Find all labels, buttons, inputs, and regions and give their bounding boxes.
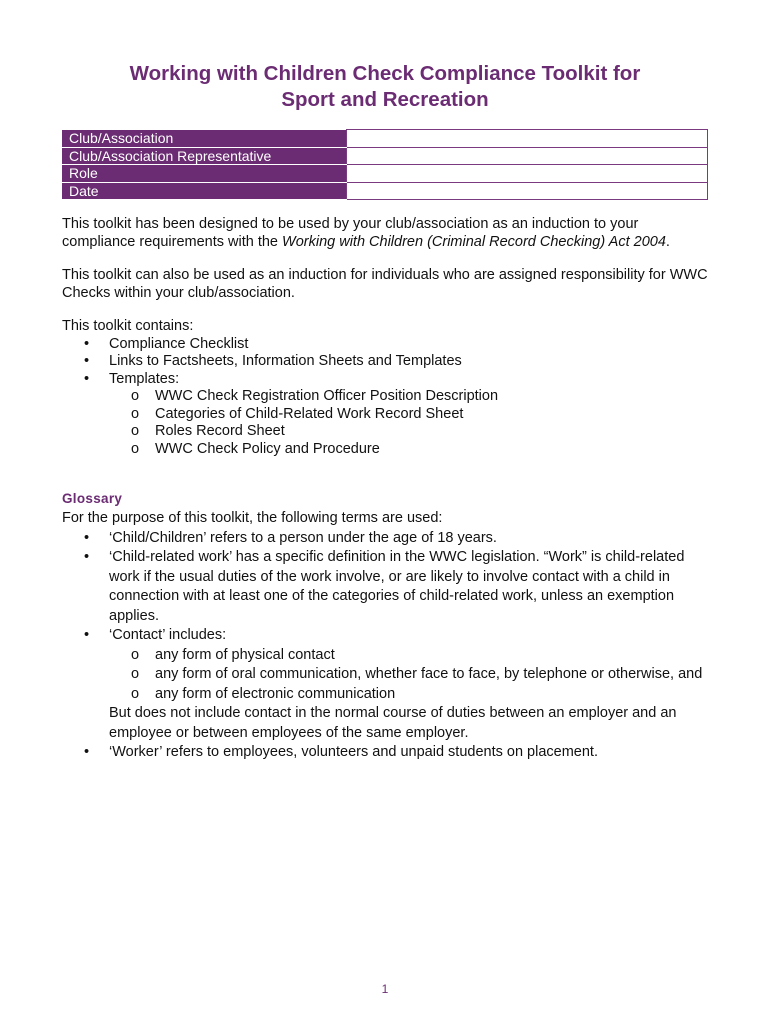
date-field[interactable] [346, 182, 708, 200]
list-item: o Categories of Child-Related Work Record Sheet [109, 406, 708, 424]
page-number: 1 [381, 982, 389, 996]
page-title [62, 61, 708, 113]
intro-section [62, 216, 708, 458]
list-item: o any form of electronic communication [109, 685, 708, 705]
glossary-term: • ‘Worker’ refers to employees, volunteers and unpaid students on placement. [62, 743, 708, 763]
representative-label: Club/Association Representative [62, 147, 346, 165]
contains-label: This toolkit contains: [62, 318, 194, 334]
club-association-label: Club/Association [62, 130, 346, 148]
glossary-list [62, 529, 708, 705]
list-item: o WWC Check Registration Officer Position Description [109, 388, 708, 406]
info-row [62, 147, 708, 165]
templates-label: Templates: [109, 370, 180, 387]
list-item [62, 371, 708, 459]
title-line-2: Sport and Recreation [281, 88, 489, 111]
info-row [62, 130, 708, 148]
list-item: o any form of physical contact [109, 646, 708, 666]
contact-list [109, 646, 708, 705]
glossary-section [62, 509, 708, 763]
intro-paragraph-2: This toolkit can also be used as an induction for individuals who are assigned responsibility for WWC Checks within your club/association. [62, 267, 708, 301]
intro-text-end: . [665, 233, 670, 250]
representative-field[interactable] [346, 147, 708, 165]
role-field[interactable] [346, 165, 708, 183]
glossary-heading: Glossary [62, 491, 123, 506]
glossary-term: • ‘Child/Children’ refers to a person under the age of 18 years. [62, 529, 708, 549]
date-label: Date [62, 182, 346, 200]
intro-text: This toolkit has been designed to be used by your club/association as an induction to your compliance requirements with the [62, 216, 639, 250]
list-item: • Compliance Checklist [62, 336, 708, 354]
contact-note: But does not include contact in the normal course of duties between an employer and an employee or between employees of the same employer. [109, 705, 677, 741]
info-row [62, 165, 708, 183]
glossary-lead: For the purpose of this toolkit, the following terms are used: [62, 510, 443, 526]
list-item: o WWC Check Policy and Procedure [109, 441, 708, 459]
glossary-list-continued [62, 743, 708, 763]
glossary-term [62, 626, 708, 704]
club-association-field[interactable] [346, 130, 708, 148]
contact-term: ‘Contact’ includes: [109, 627, 227, 643]
info-row [62, 182, 708, 200]
list-item: o Roles Record Sheet [109, 423, 708, 441]
list-item: • Links to Factsheets, Information Sheets and Templates [62, 353, 708, 371]
act-title: Working with Children (Criminal Record Checking) Act 2004 [282, 233, 666, 250]
contents-list [62, 336, 708, 459]
list-item: o any form of oral communication, whether face to face, by telephone or otherwise, and [109, 665, 708, 685]
title-line-1: Working with Children Check Compliance Toolkit for [129, 62, 641, 85]
glossary-term: • ‘Child-related work’ has a specific definition in the WWC legislation. “Work” is child-related work if the usual duties of the work involve, or are likely to involve contact with a child in connection with at least one of the categories of child-related work, unless an exemption applies. [62, 548, 708, 626]
templates-list [109, 388, 708, 458]
info-table [62, 129, 708, 200]
intro-paragraph-1 [62, 216, 708, 251]
role-label: Role [62, 165, 346, 183]
